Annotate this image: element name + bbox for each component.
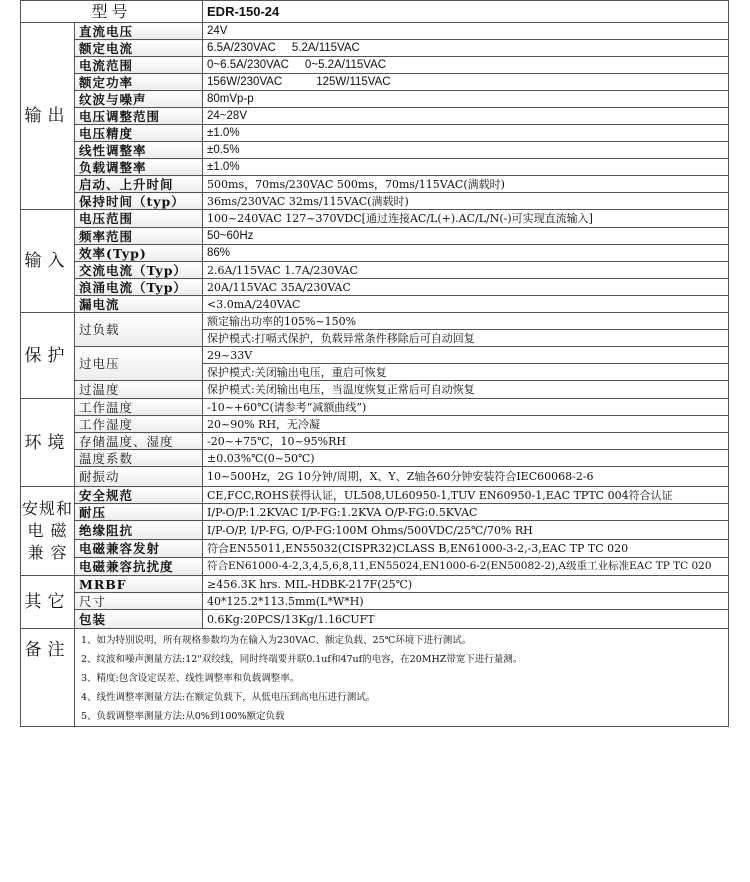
row-value: ±1.0% bbox=[203, 125, 729, 142]
row-value: -20~+75℃，10~95%RH bbox=[203, 433, 729, 450]
row-label: 尺寸 bbox=[75, 593, 203, 610]
table-row bbox=[21, 40, 729, 57]
note-line: 1、如为特别说明，所有规格参数均为在输入为230VAC、额定负载、25℃环境下进行测试。 bbox=[81, 635, 472, 646]
row-label: 交流电流（Typ） bbox=[75, 262, 203, 279]
row-value: 0.6Kg:20PCS/13Kg/1.16CUFT bbox=[203, 610, 729, 629]
table-row bbox=[21, 450, 729, 467]
value-part: 5.2A/115VAC bbox=[291, 41, 360, 54]
row-label: 绝缘阻抗 bbox=[75, 521, 203, 540]
value-part: 0~5.2A/115VAC bbox=[304, 58, 387, 71]
row-value: 24~28V bbox=[203, 108, 729, 125]
section-input: 输入 bbox=[21, 210, 75, 313]
spec-table bbox=[20, 0, 729, 727]
row-value: 500ms，70ms/230VAC 500ms，70ms/115VAC(满载时) bbox=[203, 176, 729, 193]
model-label: 型号 bbox=[21, 1, 203, 23]
table-row bbox=[21, 487, 729, 504]
row-label: 额定功率 bbox=[75, 74, 203, 91]
table-row bbox=[21, 347, 729, 364]
row-label: 启动、上升时间 bbox=[75, 176, 203, 193]
notes-row bbox=[21, 629, 729, 727]
row-value: ±0.03%℃(0~50℃) bbox=[203, 450, 729, 467]
model-value: EDR-150-24 bbox=[203, 1, 729, 23]
section-safety-emc bbox=[21, 487, 75, 576]
table-row bbox=[21, 313, 729, 330]
note-line: 4、线性调整率测量方法:在额定负载下，从低电压到高电压进行测试。 bbox=[81, 692, 376, 703]
row-label: 耐振动 bbox=[75, 467, 203, 487]
table-row bbox=[21, 521, 729, 540]
row-value: I/P-O/P:1.2KVAC I/P-FG:1.2KVA O/P-FG:0.5KVAC bbox=[203, 504, 729, 521]
row-label: 安全规范 bbox=[75, 487, 203, 504]
row-label: 漏电流 bbox=[75, 296, 203, 313]
table-row bbox=[21, 210, 729, 228]
row-value: 保护模式:关闭输出电压，重启可恢复 bbox=[203, 364, 729, 381]
row-value: 额定输出功率的105%~150% bbox=[203, 313, 729, 330]
table-row bbox=[21, 23, 729, 40]
table-row bbox=[21, 296, 729, 313]
row-value: <3.0mA/240VAC bbox=[203, 296, 729, 313]
row-label: 过电压 bbox=[75, 347, 203, 381]
row-value: 80mVp-p bbox=[203, 91, 729, 108]
table-row bbox=[21, 279, 729, 296]
row-label: 效率(Typ) bbox=[75, 245, 203, 262]
table-row bbox=[21, 193, 729, 210]
table-row bbox=[21, 228, 729, 245]
row-value: ≥456.3K hrs. MIL-HDBK-217F(25℃) bbox=[203, 576, 729, 593]
row-value: 29~33V bbox=[203, 347, 729, 364]
model-row bbox=[21, 1, 729, 23]
section-protection: 保护 bbox=[21, 313, 75, 399]
table-row bbox=[21, 504, 729, 521]
table-row bbox=[21, 610, 729, 629]
row-label: 电压范围 bbox=[75, 210, 203, 228]
row-label: 线性调整率 bbox=[75, 142, 203, 159]
table-row bbox=[21, 74, 729, 91]
table-row bbox=[21, 245, 729, 262]
table-row bbox=[21, 433, 729, 450]
section-output: 输出 bbox=[21, 23, 75, 210]
row-value: ±1.0% bbox=[203, 159, 729, 176]
row-value: 86% bbox=[203, 245, 729, 262]
table-row bbox=[21, 262, 729, 279]
table-row bbox=[21, 593, 729, 610]
row-value: 50~60Hz bbox=[203, 228, 729, 245]
row-label: 过负载 bbox=[75, 313, 203, 347]
row-value: 20A/115VAC 35A/230VAC bbox=[203, 279, 729, 296]
section-line: 兼 容 bbox=[27, 543, 68, 562]
row-label: 浪涌电流（Typ） bbox=[75, 279, 203, 296]
row-value: 保护模式:打嗝式保护，负载异常条件移除后可自动回复 bbox=[203, 330, 729, 347]
row-label: 包装 bbox=[75, 610, 203, 629]
row-label: 温度系数 bbox=[75, 450, 203, 467]
row-label: 电磁兼容发射 bbox=[75, 540, 203, 558]
row-label: 过温度 bbox=[75, 381, 203, 399]
row-value: 符合EN61000-4-2,3,4,5,6,8,11,EN55024,EN1000-6-2(EN50082-2),A级重工业标准EAC TP TC 020 bbox=[203, 558, 729, 576]
row-label: 存储温度、湿度 bbox=[75, 433, 203, 450]
row-label: 纹波与噪声 bbox=[75, 91, 203, 108]
row-label: 频率范围 bbox=[75, 228, 203, 245]
row-value: -10~+60℃(请参考“减额曲线”) bbox=[203, 399, 729, 416]
row-value: 36ms/230VAC 32ms/115VAC(满载时) bbox=[203, 193, 729, 210]
value-part: 125W/115VAC bbox=[316, 75, 391, 88]
row-value: 100~240VAC 127~370VDC[通过连接AC/L(+).AC/L/N(-)可实现直流输入] bbox=[203, 210, 729, 228]
row-label: 负载调整率 bbox=[75, 159, 203, 176]
row-label: 工作温度 bbox=[75, 399, 203, 416]
row-value bbox=[203, 74, 729, 91]
table-row bbox=[21, 558, 729, 576]
table-row bbox=[21, 467, 729, 487]
table-row bbox=[21, 159, 729, 176]
row-label: 电磁兼容抗扰度 bbox=[75, 558, 203, 576]
row-value: 10~500Hz，2G 10分钟/周期，X、Y、Z轴各60分钟安装符合IEC60068-2-6 bbox=[203, 467, 729, 487]
row-label: 电压调整范围 bbox=[75, 108, 203, 125]
row-value: 24V bbox=[203, 23, 729, 40]
row-label: MRBF bbox=[75, 576, 203, 593]
row-label: 直流电压 bbox=[75, 23, 203, 40]
table-row bbox=[21, 381, 729, 399]
row-value: I/P-O/P, I/P-FG, O/P-FG:100M Ohms/500VDC/25℃/70% RH bbox=[203, 521, 729, 540]
section-line: 安规和 bbox=[21, 499, 73, 518]
row-label: 额定电流 bbox=[75, 40, 203, 57]
note-line: 3、精度:包含设定误差、线性调整率和负载调整率。 bbox=[81, 673, 300, 684]
row-label: 电压精度 bbox=[75, 125, 203, 142]
value-part: 156W/230VAC bbox=[207, 75, 283, 88]
value-part: 0~6.5A/230VAC bbox=[207, 58, 289, 71]
section-notes: 备注 bbox=[21, 629, 75, 727]
row-value bbox=[203, 57, 729, 74]
section-environment: 环境 bbox=[21, 399, 75, 487]
section-line: 电 磁 bbox=[27, 521, 68, 540]
table-row bbox=[21, 57, 729, 74]
row-value: ±0.5% bbox=[203, 142, 729, 159]
row-value bbox=[203, 40, 729, 57]
notes-cell bbox=[75, 629, 729, 727]
row-value: 2.6A/115VAC 1.7A/230VAC bbox=[203, 262, 729, 279]
row-label: 耐压 bbox=[75, 504, 203, 521]
table-row bbox=[21, 91, 729, 108]
table-row bbox=[21, 125, 729, 142]
table-row bbox=[21, 416, 729, 433]
table-row bbox=[21, 576, 729, 593]
section-others: 其它 bbox=[21, 576, 75, 629]
row-value: CE,FCC,ROHS获得认证，UL508,UL60950-1,TUV EN60950-1,EAC TPTC 004符合认证 bbox=[203, 487, 729, 504]
row-label: 保持时间（typ） bbox=[75, 193, 203, 210]
row-value: 40*125.2*113.5mm(L*W*H) bbox=[203, 593, 729, 610]
table-row bbox=[21, 108, 729, 125]
table-row bbox=[21, 540, 729, 558]
table-row bbox=[21, 399, 729, 416]
note-line: 5、负载调整率测量方法:从0%到100%额定负载 bbox=[81, 711, 285, 722]
row-value: 20~90% RH，无冷凝 bbox=[203, 416, 729, 433]
row-label: 电流范围 bbox=[75, 57, 203, 74]
value-part: 6.5A/230VAC bbox=[207, 41, 276, 54]
row-label: 工作湿度 bbox=[75, 416, 203, 433]
table-row bbox=[21, 176, 729, 193]
row-value: 符合EN55011,EN55032(CISPR32)CLASS B,EN61000-3-2,-3,EAC TP TC 020 bbox=[203, 540, 729, 558]
note-line: 2、纹波和噪声测量方法:12"双绞线，同时终端要并联0.1uf和47uf的电容，在20MHZ带宽下进行量测。 bbox=[81, 654, 523, 665]
spec-sheet bbox=[20, 0, 728, 727]
table-row bbox=[21, 142, 729, 159]
row-value: 保护模式:关闭输出电压，当温度恢复正常后可自动恢复 bbox=[203, 381, 729, 399]
